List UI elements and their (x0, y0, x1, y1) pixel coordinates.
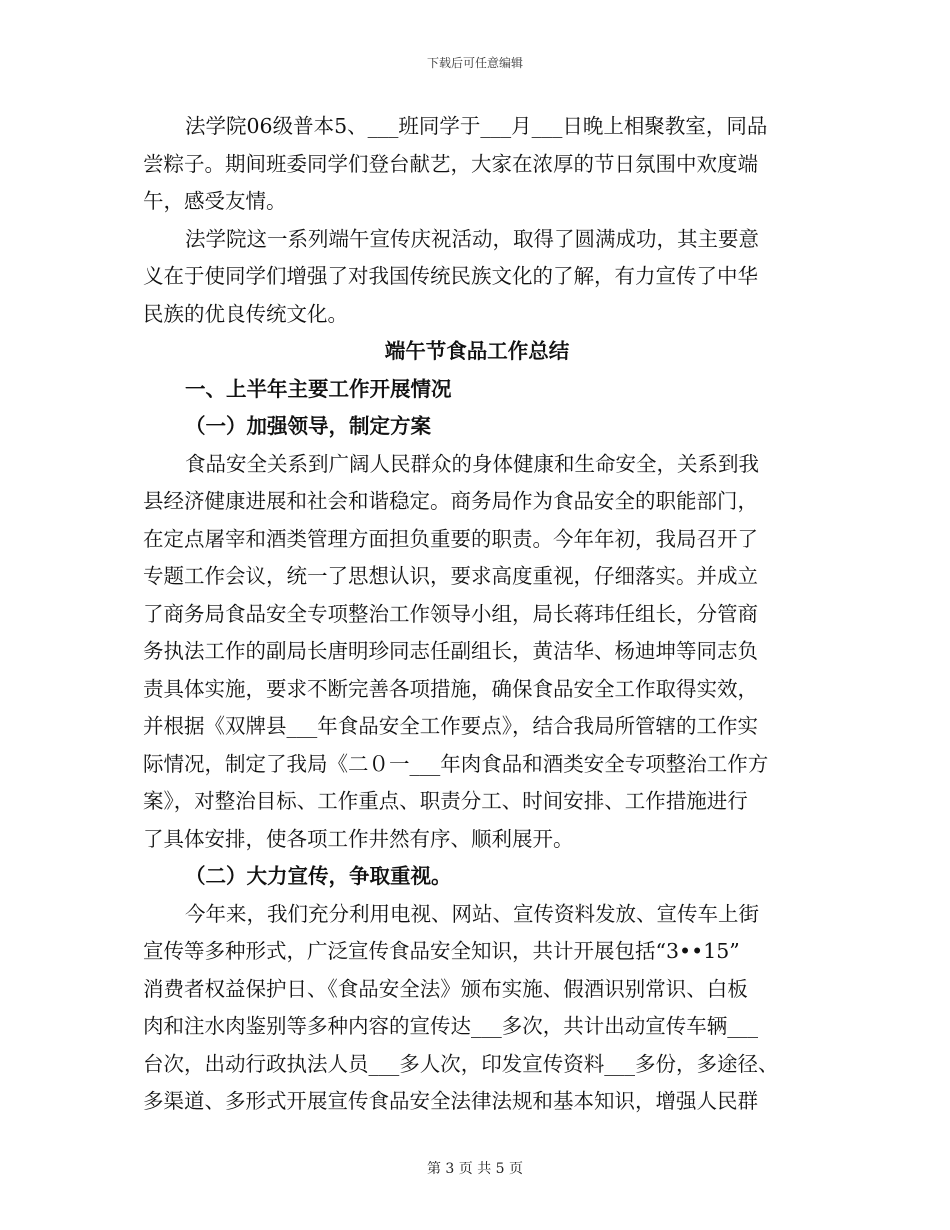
page-header: 下载后可任意编辑 (426, 56, 523, 70)
section-heading: （一）加强领导，制定方案 (185, 414, 431, 438)
text-line: 际情况，制定了我局《二０一___年肉食品和酒类安全专项整治工作方 (143, 751, 769, 776)
text-line: 法学院这一系列端午宣传庆祝活动，取得了圆满成功，其主要意 (185, 226, 759, 251)
text-line: 在定点屠宰和酒类管理方面担负重要的职责。今年年初，我局召开了 (143, 526, 758, 551)
text-line: 民族的优良传统文化。 (143, 301, 348, 326)
text-line: 台次，出动行政执法人员___多人次，印发宣传资料___多份，多途径、 (143, 1051, 779, 1076)
text-line: 县经济健康进展和社会和谐稳定。商务局作为食品安全的职能部门， (143, 489, 758, 513)
text-line: 法学院06级普本5、___班同学于___月___日晚上相聚教室，同品 (185, 114, 768, 138)
text-line: 消费者权益保护日、《食品安全法》颁布实施、假酒识别常识、白板 (143, 976, 748, 1001)
text-line: 并根据《双牌县___年食品安全工作要点》，结合我局所管辖的工作实 (143, 714, 758, 738)
text-line: 尝粽子。期间班委同学们登台献艺，大家在浓厚的节日氛围中欢度端 (143, 151, 758, 176)
text-line: 务执法工作的副局长唐明珍同志任副组长，黄洁华、杨迪坤等同志负 (143, 639, 758, 663)
text-line: 责具体实施，要求不断完善各项措施，确保食品安全工作取得实效， (143, 676, 758, 701)
document-body (143, 108, 811, 1121)
text-line: 宣传等多种形式，广泛宣传食品安全知识，共计开展包括“3••15” (143, 939, 740, 963)
text-line: 专题工作会议，统一了思想认识，要求高度重视，仔细落实。并成立 (143, 564, 758, 588)
text-line: 食品安全关系到广阔人民群众的身体健康和生命安全，关系到我 (185, 451, 759, 476)
text-line: 了商务局食品安全专项整治工作领导小组，局长蒋玮任组长，分管商 (143, 601, 758, 626)
text-line: 多渠道、多形式开展宣传食品安全法律法规和基本知识，增强人民群 (143, 1089, 758, 1113)
text-line: 今年来，我们充分利用电视、网站、宣传资料发放、宣传车上街 (185, 901, 759, 926)
text-line: 肉和注水肉鉴别等多种内容的宣传达___多次，共计出动宣传车辆___ (143, 1014, 758, 1038)
text-line: 义在于使同学们增强了对我国传统民族文化的了解，有力宣传了中华 (143, 264, 758, 288)
section-title: 端午节食品工作总结 (384, 339, 570, 363)
text-line: 了具体安排，使各项工作井然有序、顺利展开。 (143, 826, 574, 851)
section-heading: 一、上半年主要工作开展情况 (185, 376, 452, 401)
page-footer: 第 3 页 共 5 页 (426, 1161, 524, 1177)
section-heading: （二）大力宣传，争取重视。 (185, 864, 452, 888)
text-line: 案》，对整治目标、工作重点、职责分工、时间安排、工作措施进行 (143, 789, 748, 813)
text-line: 午，感受友情。 (143, 189, 287, 213)
